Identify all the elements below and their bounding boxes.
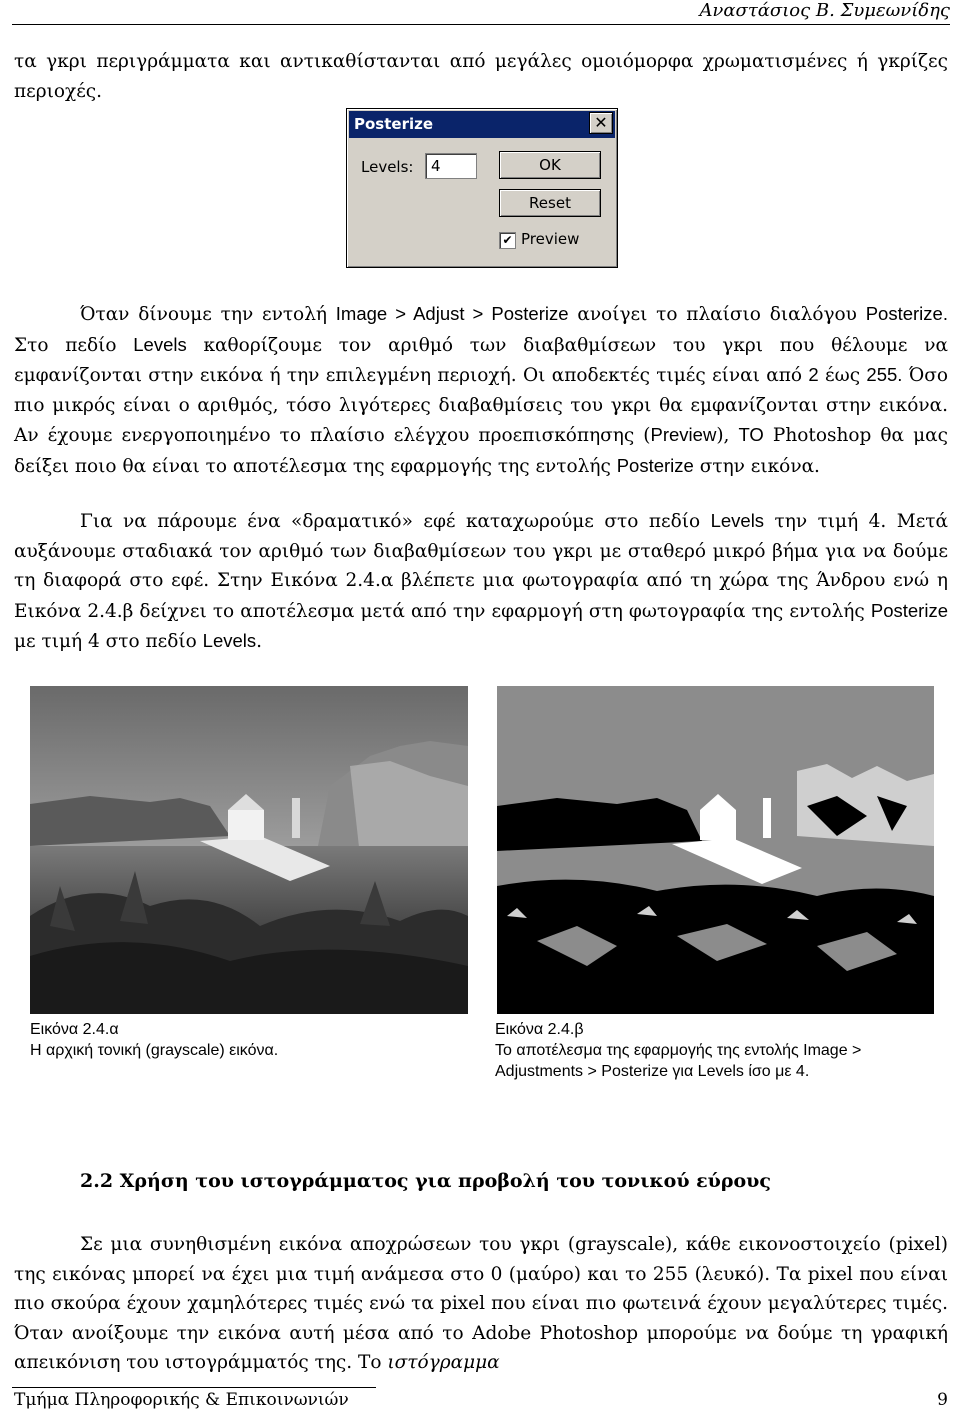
photo-posterized-andros <box>497 686 934 1014</box>
figure-b-text: Το αποτέλεσμα της εφαρμογής της εντολής Image > Adjustments > Posterize για Levels ίσο με 4. <box>495 1042 862 1080</box>
ok-button[interactable]: OK <box>499 151 601 179</box>
figure-a-caption <box>30 1019 278 1061</box>
paragraph-posterize-description: Όταν δίνουμε την εντολή Image > Adjust > Posterize ανοίγει το πλαίσιο διαλόγου Posterize. Στο πεδίο Levels καθορίζουμε τον αριθμό των διαβαθμίσεων του γκρι που θέλουμε να εμφανίζονται στην εικόνα ή την επιλεγμένη περιοχή. Οι αποδεκτές τιμές είναι από 2 έως 255. Όσο πιο μικρός είναι ο αριθμός, τόσο λιγότερες διαβαθμίσεις του γκρι θα εμφανίζονται στην εικόνα. Αν έχουμε ενεργοποιημένο το πλαίσιο ελέγχου προεπισκόπησης (Preview), ΤΟ Photoshop θα μας δείξει ποιο θα είναι το αποτέλεσμα της εφαρμογής της εντολής Posterize στην εικόνα. <box>14 303 949 477</box>
dialog-titlebar <box>349 111 615 138</box>
page-header-author: Αναστάσιος Β. Συμεωνίδης <box>699 0 950 21</box>
paragraph-histogram: Σε μια συνηθισμένη εικόνα αποχρώσεων του γκρι (grayscale), κάθε εικονοστοιχείο (pixel) της εικόνας μπορεί να έχει μια τιμή ανάμεσα στο 0 (μαύρο) και το 255 (λευκό). Τα pixel που είναι πιο σκούρα έχουν χαμηλότερες τιμές ενώ τα pixel που είναι πιο φωτεινά έχουν μεγαλύτερες τιμές. Όταν ανοίξουμε την εικόνα αυτή μέσα από το Adobe Photoshop μπορούμε να δούμε τη γραφική απεικόνιση του ιστογράμματός της. Το ιστόγραμμα <box>14 1234 948 1373</box>
figure-b-label: Εικόνα 2.4.β <box>495 1021 584 1038</box>
paragraph-intro: τα γκρι περιγράμματα και αντικαθίστανται από μεγάλες ομοιόμορφα χρωματισμένες ή γκρίζες περιοχές. <box>14 51 948 102</box>
page-number: 9 <box>937 1390 948 1410</box>
paragraph-dramatic-effect: Για να πάρουμε ένα «δραματικό» εφέ καταχωρούμε στο πεδίο Levels την τιμή 4. Μετά αυξάνουμε σταδιακά τον αριθμό των διαβαθμίσεων του γκρι με σταθερό μικρό βήμα για να δούμε τη διαφορά στο εφέ. Στην Εικόνα 2.4.α βλέπετε μια φωτογραφία από τη χώρα της Άνδρου ενώ η Εικόνα 2.4.β δείχνει το αποτέλεσμα μετά από την εφαρμογή στη φωτογραφία της εντολής Posterize με τιμή 4 στο πεδίο Levels. <box>14 510 949 652</box>
dialog-title: Posterize <box>354 115 434 133</box>
reset-button[interactable]: Reset <box>499 189 601 217</box>
header-rule <box>12 24 950 25</box>
figure-a-text: Η αρχική τονική (grayscale) εικόνα. <box>30 1042 279 1059</box>
preview-label: Preview <box>521 230 580 248</box>
figure-a-label: Εικόνα 2.4.α <box>30 1021 119 1038</box>
posterize-dialog <box>346 108 618 268</box>
photo-grayscale-andros <box>30 686 468 1014</box>
levels-label: Levels: <box>361 158 414 176</box>
figure-b-caption <box>495 1019 945 1082</box>
levels-input[interactable] <box>425 153 477 179</box>
preview-checkbox[interactable]: ✔ <box>499 232 516 249</box>
close-icon[interactable]: ✕ <box>589 112 613 134</box>
section-heading: 2.2 Χρήση του ιστογράμματος για προβολή του τονικού εύρους <box>80 1170 771 1192</box>
footer-rule <box>12 1387 376 1388</box>
footer-department: Τμήμα Πληροφορικής & Επικοινωνιών <box>14 1390 349 1410</box>
